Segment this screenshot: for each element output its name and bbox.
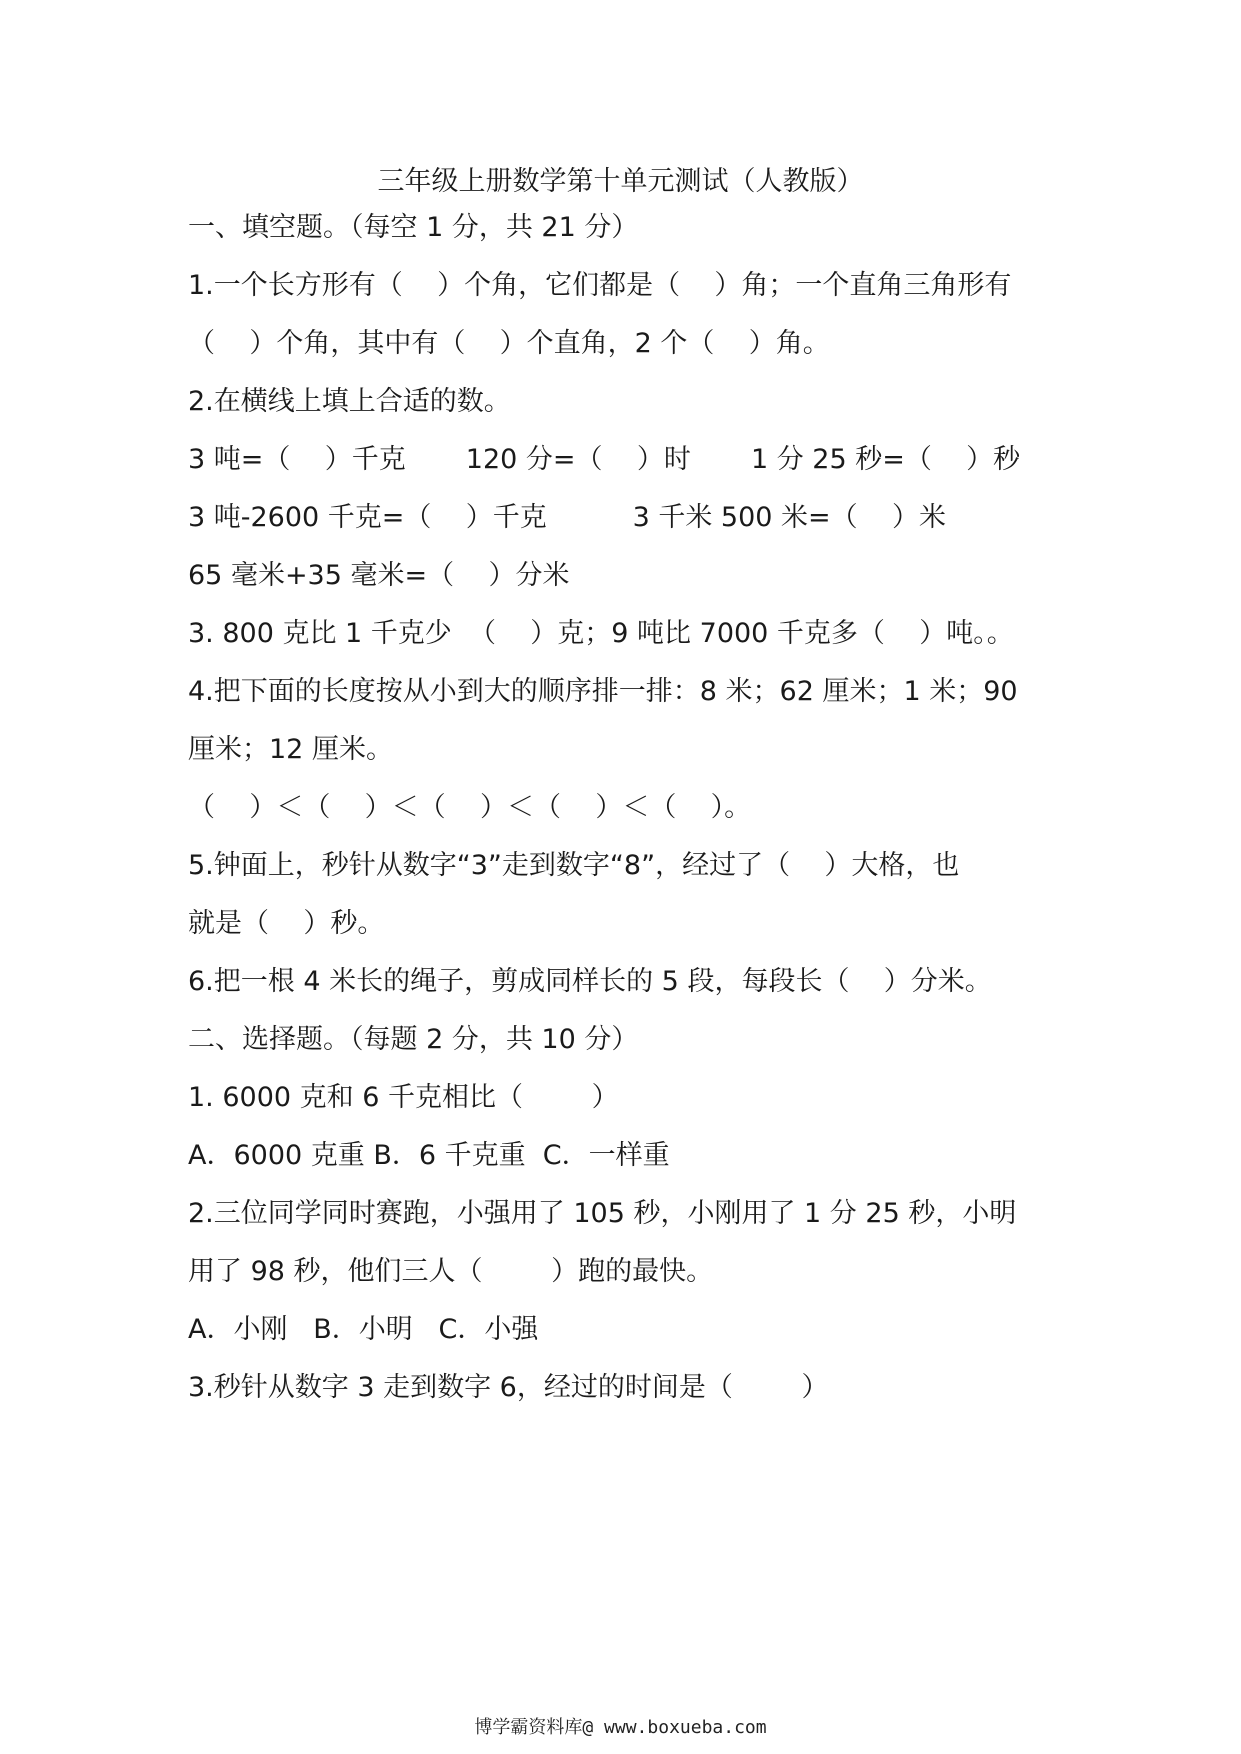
footer-watermark: 博学霸资料库@ www.boxueba.com	[474, 1717, 767, 1738]
section-2-heading: 二、选择题。（每题 2 分，共 10 分）	[188, 1024, 639, 1055]
question-2-2-line-1: 2.三位同学同时赛跑，小强用了 105 秒，小刚用了 1 分 25 秒，小明	[188, 1198, 1017, 1229]
question-1-4-answer-row: （ ）＜（ ）＜（ ）＜（ ）＜（ ）。	[188, 792, 752, 823]
question-2-2-line-2: 用了 98 秒，他们三人（ ）跑的最快。	[188, 1256, 714, 1287]
question-1-5-line-1: 5.钟面上，秒针从数字“3”走到数字“8”，经过了（ ）大格，也	[188, 850, 960, 881]
worksheet-title: 三年级上册数学第十单元测试（人教版）	[377, 166, 864, 197]
question-2-3: 3.秒针从数字 3 走到数字 6，经过的时间是（ ）	[188, 1372, 829, 1403]
question-1-2-row-3: 65 毫米+35 毫米=（ ）分米	[188, 560, 570, 591]
question-2-1: 1. 6000 克和 6 千克相比（ ）	[188, 1082, 619, 1113]
section-1-heading: 一、填空题。（每空 1 分，共 21 分）	[188, 212, 639, 243]
question-1-4-line-2: 厘米；12 厘米。	[188, 734, 393, 765]
question-1-2-row-2: 3 吨-2600 千克=（ ）千克 3 千米 500 米=（ ）米	[188, 502, 946, 533]
question-1-5-line-2: 就是（ ）秒。	[188, 908, 385, 939]
question-1-3: 3. 800 克比 1 千克少 （ ）克；9 吨比 7000 千克多（ ）吨。。	[188, 618, 1014, 649]
question-1-6: 6.把一根 4 米长的绳子，剪成同样长的 5 段，每段长（ ）分米。	[188, 966, 992, 997]
question-1-1-line-2: （ ）个角，其中有（ ）个直角，2 个（ ）角。	[188, 328, 830, 359]
question-1-2-heading: 2.在横线上填上合适的数。	[188, 386, 511, 417]
question-1-1-line-1: 1.一个长方形有（ ）个角，它们都是（ ）角；一个直角三角形有	[188, 270, 1012, 301]
question-2-1-options: A．6000 克重 B．6 千克重 C．一样重	[188, 1140, 670, 1171]
question-2-2-options: A．小刚 B．小明 C．小强	[188, 1314, 539, 1345]
question-1-2-row-1: 3 吨=（ ）千克 120 分=（ ）时 1 分 25 秒=（ ）秒	[188, 444, 1021, 475]
question-1-4-line-1: 4.把下面的长度按从小到大的顺序排一排：8 米；62 厘米；1 米；90	[188, 676, 1018, 707]
